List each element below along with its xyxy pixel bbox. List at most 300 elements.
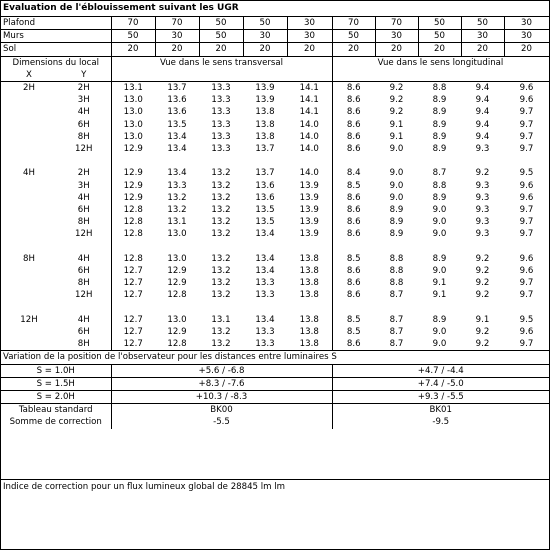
param-value: 20 — [504, 43, 549, 56]
transverse-value: 12.9 — [123, 168, 143, 179]
param-value: 20 — [375, 43, 418, 56]
empty-cell — [1, 241, 57, 253]
longitudinal-value: 8.6 — [346, 266, 361, 277]
transverse-value: 12.8 — [167, 339, 187, 350]
dimensions-label: Dimensions du local — [1, 56, 111, 69]
longitudinal-value: 9.2 — [475, 168, 490, 179]
x-label: X — [1, 69, 57, 82]
transverse-value: 13.2 — [211, 205, 231, 216]
param-value: 50 — [461, 17, 504, 30]
y-dimension: 3H — [57, 94, 111, 106]
longitudinal-value: 9.3 — [475, 192, 490, 203]
transverse-value: 13.9 — [255, 83, 275, 94]
transverse-value: 14.0 — [287, 131, 332, 143]
empty-cell — [332, 302, 549, 314]
standard-table-transverse: BK00 — [111, 404, 332, 417]
param-value: 50 — [243, 17, 287, 30]
longitudinal-value: 9.3 — [475, 217, 490, 228]
param-value: 70 — [332, 17, 375, 30]
longitudinal-value: 9.2 — [475, 290, 490, 301]
y-dimension: 4H — [57, 192, 111, 204]
longitudinal-value: 8.9 — [432, 192, 447, 203]
longitudinal-value: 8.9 — [432, 131, 447, 142]
transverse-value: 13.8 — [287, 326, 332, 338]
longitudinal-value: 8.7 — [389, 314, 404, 325]
longitudinal-value: 9.4 — [475, 95, 490, 106]
standard-table-label: Tableau standard — [1, 404, 111, 417]
x-dimension — [1, 94, 57, 106]
transverse-value: 12.9 — [123, 144, 143, 155]
transverse-value: 13.6 — [167, 95, 187, 106]
longitudinal-value: 9.5 — [519, 168, 534, 179]
param-value: 30 — [461, 30, 504, 43]
correction-note: Indice de correction pour un flux lumineux global de 28845 lm lm — [1, 479, 549, 494]
transverse-value: 13.3 — [211, 107, 231, 118]
table-row — [1, 277, 549, 289]
transverse-value: 13.8 — [255, 131, 275, 142]
longitudinal-value: 9.7 — [519, 229, 534, 240]
transverse-value: 13.3 — [255, 290, 275, 301]
param-value: 30 — [375, 30, 418, 43]
param-value: 50 — [332, 30, 375, 43]
longitudinal-value: 9.2 — [475, 327, 490, 338]
transverse-value: 14.1 — [287, 82, 332, 95]
ugr-table — [1, 16, 550, 429]
transverse-value: 13.2 — [211, 339, 231, 350]
x-dimension — [1, 119, 57, 131]
longitudinal-value: 9.1 — [432, 278, 447, 289]
transverse-value: 12.9 — [167, 327, 187, 338]
transverse-value: 13.3 — [211, 119, 231, 130]
longitudinal-value: 8.5 — [346, 253, 361, 264]
transverse-value: 13.4 — [167, 144, 187, 155]
table-row — [1, 119, 549, 131]
transverse-value: 13.1 — [123, 83, 143, 94]
empty-cell — [332, 155, 549, 167]
transverse-value: 13.2 — [211, 229, 231, 240]
transverse-value: 14.0 — [287, 119, 332, 131]
x-dimension — [1, 228, 57, 240]
variation-transverse: +10.3 / -8.3 — [111, 391, 332, 404]
transverse-value: 13.4 — [255, 266, 275, 277]
transverse-label: Vue dans le sens transversal — [111, 56, 332, 69]
y-dimension: 12H — [57, 143, 111, 155]
variation-transverse: +8.3 / -7.6 — [111, 377, 332, 390]
correction-transverse: -5.5 — [111, 416, 332, 428]
transverse-value: 13.3 — [211, 95, 231, 106]
variation-row — [1, 391, 549, 404]
transverse-value: 14.0 — [287, 167, 332, 179]
transverse-value: 13.2 — [211, 192, 231, 203]
x-dimension — [1, 265, 57, 277]
transverse-value: 12.9 — [123, 180, 143, 191]
empty-cell — [111, 69, 332, 82]
longitudinal-value: 8.6 — [346, 131, 361, 142]
table-row — [1, 94, 549, 106]
longitudinal-value: 9.7 — [519, 339, 534, 350]
transverse-value: 12.9 — [123, 192, 143, 203]
longitudinal-value: 8.8 — [389, 278, 404, 289]
longitudinal-value: 8.9 — [389, 229, 404, 240]
longitudinal-value: 9.5 — [519, 314, 534, 325]
longitudinal-value: 9.0 — [389, 168, 404, 179]
group-spacer — [1, 241, 549, 253]
transverse-value: 12.7 — [123, 266, 143, 277]
longitudinal-value: 8.6 — [346, 205, 361, 216]
transverse-value: 13.3 — [211, 131, 231, 142]
longitudinal-value: 9.2 — [389, 107, 404, 118]
y-dimension: 8H — [57, 338, 111, 351]
transverse-value: 13.0 — [123, 131, 143, 142]
longitudinal-value: 9.4 — [475, 107, 490, 118]
variation-spacing-label: S = 1.5H — [1, 377, 111, 390]
longitudinal-value: 8.9 — [432, 95, 447, 106]
param-value: 30 — [504, 17, 549, 30]
longitudinal-value: 8.7 — [389, 290, 404, 301]
x-dimension — [1, 277, 57, 289]
longitudinal-value: 9.6 — [519, 327, 534, 338]
table-row — [1, 289, 549, 301]
y-dimension: 8H — [57, 131, 111, 143]
longitudinal-value: 8.8 — [432, 83, 447, 94]
y-dimension: 3H — [57, 180, 111, 192]
param-label: Plafond — [1, 17, 111, 30]
transverse-value: 12.8 — [123, 205, 143, 216]
standard-table-row — [1, 404, 549, 417]
empty-cell — [332, 241, 549, 253]
transverse-value: 13.8 — [287, 265, 332, 277]
variation-spacing-label: S = 2.0H — [1, 391, 111, 404]
param-value: 20 — [199, 43, 243, 56]
longitudinal-value: 8.9 — [432, 107, 447, 118]
transverse-value: 13.6 — [255, 180, 275, 191]
longitudinal-value: 9.0 — [389, 192, 404, 203]
transverse-value: 13.0 — [123, 95, 143, 106]
transverse-value: 12.7 — [123, 327, 143, 338]
transverse-value: 13.5 — [255, 217, 275, 228]
param-label: Sol — [1, 43, 111, 56]
variation-label-row — [1, 351, 549, 364]
empty-cell — [57, 155, 111, 167]
longitudinal-value: 8.8 — [389, 253, 404, 264]
longitudinal-label: Vue dans le sens longitudinal — [332, 56, 549, 69]
variation-label: Variation de la position de l'observateur pour les distances entre luminaires S — [1, 351, 549, 364]
transverse-value: 13.2 — [211, 290, 231, 301]
longitudinal-value: 9.2 — [389, 83, 404, 94]
longitudinal-value: 8.8 — [432, 180, 447, 191]
param-value: 50 — [111, 30, 155, 43]
correction-longitudinal: -9.5 — [432, 417, 450, 428]
longitudinal-value: 8.9 — [389, 217, 404, 228]
longitudinal-value: 9.0 — [432, 229, 447, 240]
transverse-value: 13.3 — [255, 278, 275, 289]
longitudinal-value: 8.6 — [346, 339, 361, 350]
longitudinal-value: 8.6 — [346, 278, 361, 289]
longitudinal-value: 9.7 — [519, 131, 534, 142]
param-row-1 — [1, 30, 549, 43]
param-value: 20 — [418, 43, 461, 56]
longitudinal-value: 9.2 — [389, 95, 404, 106]
page-title: Evaluation de l'éblouissement suivant les UGR — [3, 3, 239, 13]
transverse-value: 13.2 — [211, 327, 231, 338]
param-value: 20 — [111, 43, 155, 56]
empty-cell — [111, 302, 332, 314]
param-value: 30 — [155, 30, 199, 43]
table-row — [1, 204, 549, 216]
param-value: 70 — [111, 17, 155, 30]
x-dimension — [1, 143, 57, 155]
transverse-value: 13.2 — [167, 205, 187, 216]
y-dimension: 2H — [57, 167, 111, 179]
empty-cell — [57, 302, 111, 314]
variation-longitudinal: +9.3 / -5.5 — [332, 391, 549, 404]
y-dimension: 12H — [57, 228, 111, 240]
y-dimension: 8H — [57, 216, 111, 228]
transverse-value: 13.8 — [287, 289, 332, 301]
empty-cell — [332, 69, 549, 82]
x-dimension — [1, 216, 57, 228]
transverse-value: 13.4 — [255, 229, 275, 240]
empty-cell — [1, 302, 57, 314]
longitudinal-value: 9.0 — [432, 327, 447, 338]
transverse-value: 13.3 — [211, 83, 231, 94]
longitudinal-value: 8.5 — [346, 180, 361, 191]
longitudinal-value: 8.4 — [346, 168, 361, 179]
longitudinal-value: 9.2 — [475, 278, 490, 289]
longitudinal-value: 9.7 — [519, 278, 534, 289]
table-row — [1, 192, 549, 204]
longitudinal-value: 9.3 — [475, 229, 490, 240]
longitudinal-value: 9.4 — [475, 83, 490, 94]
table-row — [1, 338, 549, 351]
transverse-value: 13.1 — [167, 217, 187, 228]
param-value: 30 — [243, 30, 287, 43]
longitudinal-value: 9.3 — [475, 180, 490, 191]
longitudinal-value: 9.6 — [519, 180, 534, 191]
longitudinal-value: 8.9 — [432, 253, 447, 264]
param-value: 30 — [287, 30, 332, 43]
transverse-value: 13.8 — [287, 338, 332, 351]
longitudinal-value: 9.0 — [389, 144, 404, 155]
longitudinal-value: 9.3 — [475, 205, 490, 216]
longitudinal-value: 9.0 — [432, 205, 447, 216]
param-value: 50 — [199, 30, 243, 43]
transverse-value: 12.9 — [167, 266, 187, 277]
transverse-value: 12.8 — [123, 217, 143, 228]
transverse-value: 13.3 — [167, 180, 187, 191]
table-row — [1, 216, 549, 228]
transverse-value: 14.1 — [287, 94, 332, 106]
longitudinal-value: 9.6 — [519, 266, 534, 277]
transverse-value: 13.3 — [255, 339, 275, 350]
transverse-value: 13.3 — [255, 327, 275, 338]
longitudinal-value: 9.7 — [519, 205, 534, 216]
table-row — [1, 265, 549, 277]
empty-cell — [111, 241, 332, 253]
x-dimension — [1, 192, 57, 204]
transverse-value: 13.8 — [287, 253, 332, 265]
transverse-value: 13.2 — [211, 253, 231, 264]
param-value: 50 — [418, 30, 461, 43]
transverse-value: 13.7 — [255, 144, 275, 155]
table-row — [1, 314, 549, 326]
variation-longitudinal: +4.7 / -4.4 — [332, 364, 549, 377]
param-label: Murs — [1, 30, 111, 43]
transverse-value: 13.4 — [167, 168, 187, 179]
longitudinal-value: 9.4 — [475, 119, 490, 130]
transverse-value: 13.8 — [255, 119, 275, 130]
transverse-value: 13.2 — [211, 266, 231, 277]
empty-cell — [111, 155, 332, 167]
y-dimension: 6H — [57, 119, 111, 131]
longitudinal-value: 9.0 — [432, 339, 447, 350]
transverse-value: 13.0 — [123, 107, 143, 118]
group-spacer — [1, 302, 549, 314]
longitudinal-value: 9.0 — [389, 180, 404, 191]
transverse-value: 12.8 — [123, 229, 143, 240]
param-value: 70 — [375, 17, 418, 30]
param-value: 70 — [155, 17, 199, 30]
y-label: Y — [57, 69, 111, 82]
transverse-value: 13.6 — [167, 107, 187, 118]
transverse-value: 13.9 — [255, 95, 275, 106]
longitudinal-value: 8.7 — [389, 339, 404, 350]
table-row — [1, 326, 549, 338]
transverse-value: 12.8 — [167, 290, 187, 301]
longitudinal-value: 9.6 — [519, 83, 534, 94]
transverse-value: 14.1 — [287, 106, 332, 118]
transverse-value: 13.0 — [167, 253, 187, 264]
longitudinal-value: 8.6 — [346, 144, 361, 155]
longitudinal-value: 8.9 — [432, 144, 447, 155]
x-dimension: 2H — [23, 83, 35, 94]
ugr-table-body — [1, 17, 549, 429]
longitudinal-value: 8.6 — [346, 192, 361, 203]
param-value: 50 — [199, 17, 243, 30]
x-dimension — [1, 180, 57, 192]
transverse-value: 13.9 — [287, 228, 332, 240]
transverse-value: 13.5 — [255, 205, 275, 216]
param-row-2 — [1, 43, 549, 56]
y-dimension: 6H — [57, 326, 111, 338]
table-row — [1, 106, 549, 118]
longitudinal-value: 8.5 — [346, 314, 361, 325]
y-dimension: 6H — [57, 265, 111, 277]
longitudinal-value: 9.1 — [432, 290, 447, 301]
x-dimension — [1, 289, 57, 301]
longitudinal-value: 8.7 — [432, 168, 447, 179]
param-value: 30 — [504, 30, 549, 43]
x-dimension: 12H — [20, 314, 38, 325]
longitudinal-value: 9.7 — [519, 217, 534, 228]
correction-label: Somme de correction — [1, 416, 111, 428]
longitudinal-value: 9.7 — [519, 144, 534, 155]
x-dimension — [1, 338, 57, 351]
transverse-value: 14.0 — [287, 143, 332, 155]
param-row-0 — [1, 17, 549, 30]
longitudinal-value: 9.1 — [475, 314, 490, 325]
transverse-value: 13.8 — [287, 314, 332, 326]
transverse-value: 13.0 — [123, 119, 143, 130]
y-dimension: 6H — [57, 204, 111, 216]
transverse-value: 12.9 — [167, 278, 187, 289]
table-row — [1, 228, 549, 240]
transverse-value: 13.4 — [255, 253, 275, 264]
longitudinal-value: 9.6 — [519, 253, 534, 264]
longitudinal-value: 9.0 — [432, 217, 447, 228]
longitudinal-value: 8.6 — [346, 290, 361, 301]
transverse-value: 13.2 — [211, 217, 231, 228]
transverse-value: 13.1 — [211, 314, 231, 325]
variation-spacing-label: S = 1.0H — [1, 364, 111, 377]
empty-cell — [1, 155, 57, 167]
longitudinal-value: 8.6 — [346, 217, 361, 228]
longitudinal-value: 9.7 — [519, 290, 534, 301]
longitudinal-value: 9.1 — [389, 119, 404, 130]
param-value: 20 — [461, 43, 504, 56]
transverse-value: 12.7 — [123, 339, 143, 350]
longitudinal-value: 9.2 — [475, 339, 490, 350]
y-dimension: 4H — [57, 106, 111, 118]
longitudinal-value: 8.6 — [346, 83, 361, 94]
transverse-value: 13.8 — [287, 277, 332, 289]
transverse-value: 13.4 — [255, 314, 275, 325]
transverse-value: 13.3 — [211, 144, 231, 155]
param-value: 20 — [287, 43, 332, 56]
table-row — [1, 253, 549, 265]
variation-row — [1, 364, 549, 377]
param-value: 20 — [332, 43, 375, 56]
longitudinal-value: 9.2 — [475, 253, 490, 264]
longitudinal-value: 8.6 — [346, 107, 361, 118]
y-dimension: 8H — [57, 277, 111, 289]
param-value: 20 — [155, 43, 199, 56]
transverse-value: 13.8 — [255, 107, 275, 118]
transverse-value: 13.6 — [255, 192, 275, 203]
longitudinal-value: 8.6 — [346, 95, 361, 106]
x-dimension — [1, 204, 57, 216]
longitudinal-value: 8.9 — [389, 205, 404, 216]
dimensions-header-row — [1, 56, 549, 69]
transverse-value: 13.9 — [287, 180, 332, 192]
y-dimension: 2H — [57, 82, 111, 95]
longitudinal-value: 9.6 — [519, 192, 534, 203]
x-dimension — [1, 326, 57, 338]
y-dimension: 4H — [57, 314, 111, 326]
table-row — [1, 180, 549, 192]
group-spacer — [1, 155, 549, 167]
longitudinal-value: 9.6 — [519, 95, 534, 106]
y-dimension: 12H — [57, 289, 111, 301]
x-dimension: 4H — [23, 168, 35, 179]
longitudinal-value: 8.6 — [346, 119, 361, 130]
table-row — [1, 131, 549, 143]
transverse-value: 13.2 — [211, 180, 231, 191]
transverse-value: 13.9 — [287, 192, 332, 204]
transverse-value: 12.7 — [123, 290, 143, 301]
empty-cell — [57, 241, 111, 253]
longitudinal-value: 8.9 — [432, 314, 447, 325]
xy-header-row — [1, 69, 549, 82]
transverse-value: 12.8 — [123, 253, 143, 264]
transverse-value: 13.2 — [167, 192, 187, 203]
longitudinal-value: 9.4 — [475, 131, 490, 142]
table-row — [1, 82, 549, 95]
transverse-value: 13.0 — [167, 229, 187, 240]
longitudinal-value: 8.9 — [432, 119, 447, 130]
transverse-value: 13.9 — [287, 204, 332, 216]
transverse-value: 13.2 — [211, 278, 231, 289]
